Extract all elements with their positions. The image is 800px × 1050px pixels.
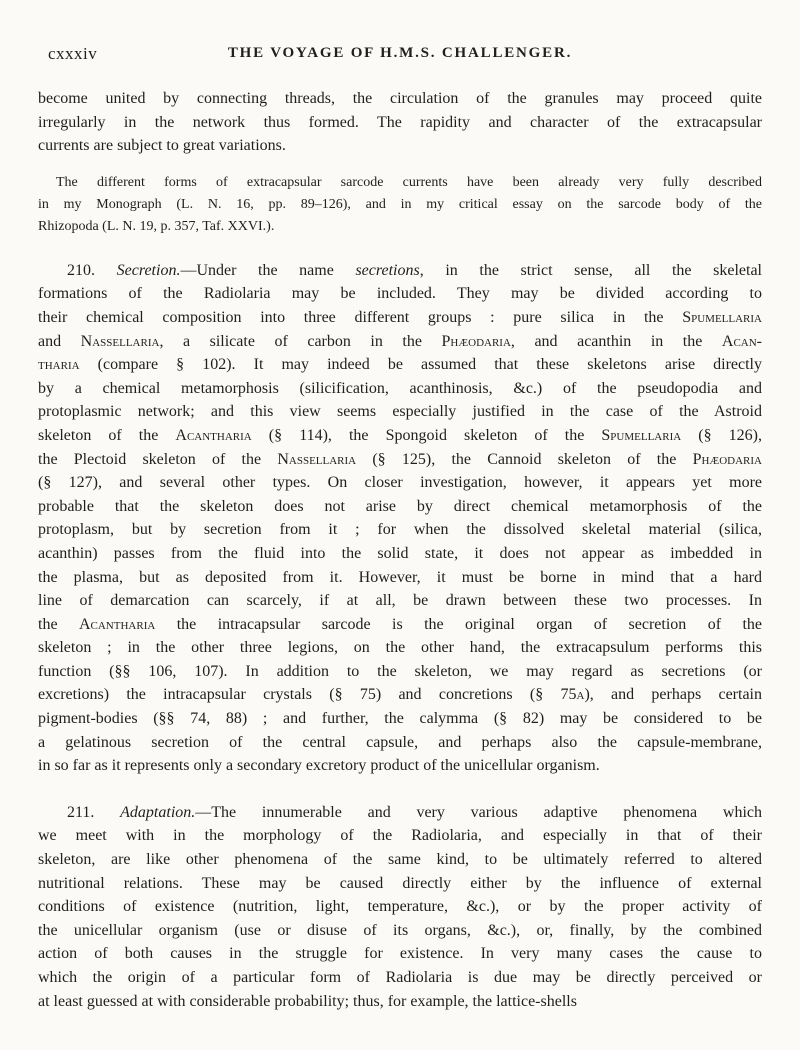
body-text: skeleton ; in the other three legions, on the other hand, the extracapsulum performs this xyxy=(38,639,762,657)
body-text: 211. xyxy=(67,803,121,821)
text-line xyxy=(38,111,762,135)
paragraph-continuation xyxy=(38,87,762,158)
text-line xyxy=(38,424,762,448)
body-text: line of demarcation can scarcely, if at all, be drawn between these two processes. In xyxy=(38,592,762,610)
body-text: function (§§ 106, 107). In addition to the skeleton, we may regard as secretions (or xyxy=(38,662,762,680)
body-text: formations of the Radiolaria may be included. They may be divided according to xyxy=(38,285,762,303)
body-text: which the origin of a particular form of Radiolaria is due may be directly perceived or xyxy=(38,969,762,986)
running-title: THE VOYAGE OF H.M.S. CHALLENGER. xyxy=(227,45,573,61)
body-text: excretions) the intracapsular crystals (§ 75) and concretions (§ 75 xyxy=(38,686,577,704)
text-line xyxy=(38,282,762,306)
smallcaps-text: a xyxy=(576,686,585,704)
body-text: 210. xyxy=(67,261,117,279)
body-text: , and acanthin in the xyxy=(510,332,722,350)
smallcaps-text: Nassellaria xyxy=(80,332,160,350)
body-text: skeleton, are like other phenomena of the same kind, to be ultimately referred to altered xyxy=(38,851,762,869)
body-text: (§ 127), and several other types. On closer investigation, however, it appears yet more xyxy=(38,474,762,492)
text-line xyxy=(38,731,762,755)
body-text: the xyxy=(38,615,79,633)
text-line xyxy=(38,330,762,354)
smallcaps-text: Phæodaria xyxy=(441,332,511,350)
body-text: , in the strict sense, all the skeletal xyxy=(419,261,763,279)
text-line xyxy=(38,636,762,660)
italic-text: Secretion. xyxy=(116,261,181,279)
body-text: the intracapsular sarcode is the original organ of secretion of the xyxy=(155,615,763,633)
body-text: at least guessed at with considerable probability; thus, for example, the lattice-shells xyxy=(38,992,577,1010)
body-text: The different forms of extracapsular sarcode currents have been already very fully described xyxy=(56,174,762,190)
text-line xyxy=(38,471,762,495)
text-line xyxy=(38,542,762,566)
italic-text: Adaptation. xyxy=(120,803,196,821)
text-line xyxy=(38,942,762,966)
text-line xyxy=(38,495,762,519)
body-text: pigment-bodies (§§ 74, 88) ; and further, the calymma (§ 82) may be considered to be xyxy=(38,710,762,728)
smallcaps-text: Acan- xyxy=(721,332,763,350)
smallcaps-text: Nassellaria xyxy=(277,450,357,468)
body-text: in my Monograph (L. N. 16, pp. 89–126), and in my critical essay on the sarcode body of the xyxy=(38,196,762,212)
body-text: (compare § 102). It may indeed be assumed that these skeletons arise directly xyxy=(79,356,762,374)
paragraph-section-210-secretion xyxy=(38,259,762,778)
paragraph-section-211-adaptation xyxy=(38,801,762,1013)
body-text: we meet with in the morphology of the Radiolaria, and especially in that of their xyxy=(38,827,762,845)
body-text: become united by connecting threads, the circulation of the granules may proceed quite xyxy=(38,90,762,107)
text-line xyxy=(38,919,762,943)
italic-text: secretions xyxy=(355,261,420,279)
text-line xyxy=(38,824,762,848)
text-line xyxy=(38,660,762,684)
smallcaps-text: Acantharia xyxy=(175,426,252,444)
text-line xyxy=(38,518,762,542)
text-line xyxy=(38,216,762,238)
body-text: nutritional relations. These may be caused directly either by the influence of external xyxy=(38,874,762,892)
body-text: their chemical composition into three different groups : pure silica in the xyxy=(38,308,683,326)
body-text: —The innumerable and very various adaptive phenomena which xyxy=(195,803,762,821)
text-line xyxy=(38,589,762,613)
text-line xyxy=(38,87,762,111)
smallcaps-text: Spumellaria xyxy=(601,426,682,444)
body-text: (§ 125), the Cannoid skeleton of the xyxy=(356,450,693,468)
text-line xyxy=(38,566,762,590)
text-line xyxy=(38,172,762,194)
text-line xyxy=(38,754,762,778)
text-line xyxy=(38,801,762,825)
text-line xyxy=(38,707,762,731)
body-text: protoplasm, but by secretion from it ; for when the dissolved skeletal material (silica, xyxy=(38,521,762,539)
body-text: (§ 126), xyxy=(681,426,762,444)
body-text: a gelatinous secretion of the central capsule, and perhaps also the capsule-membrane, xyxy=(38,733,762,751)
smallcaps-text: Spumellaria xyxy=(682,308,762,326)
text-line xyxy=(38,872,762,896)
paragraph-reference-small-print xyxy=(38,172,762,238)
text-line xyxy=(38,194,762,216)
body-text: skeleton of the xyxy=(38,426,176,444)
text-line xyxy=(38,259,762,283)
text-line xyxy=(38,134,762,158)
text-line xyxy=(38,966,762,990)
text-line xyxy=(38,683,762,707)
text-line xyxy=(38,448,762,472)
body-text: in so far as it represents only a secondary excretory product of the unicellular organism. xyxy=(38,757,600,775)
body-text: ), and perhaps certain xyxy=(584,686,762,704)
text-line xyxy=(38,848,762,872)
body-text: probable that the skeleton does not arise by direct chemical metamorphosis of the xyxy=(38,497,762,515)
body-text: , a silicate of carbon in the xyxy=(159,332,442,350)
text-line xyxy=(38,990,762,1014)
body-text: —Under the name xyxy=(180,261,356,279)
body-text: Rhizopoda (L. N. 19, p. 357, Taf. XXVI.). xyxy=(38,218,275,234)
smallcaps-text: Phæodaria xyxy=(692,450,762,468)
page-number: cxxxiv xyxy=(48,44,98,63)
text-line xyxy=(38,353,762,377)
body-text: the Plectoid skeleton of the xyxy=(38,450,278,468)
body-text: the unicellular organism (use or disuse of its organs, &c.), or, finally, by the combined xyxy=(38,921,762,939)
smallcaps-text: Acantharia xyxy=(78,615,156,633)
body-text: by a chemical metamorphosis (silicification, acanthinosis, &c.) of the pseudopodia and xyxy=(38,379,762,397)
text-line xyxy=(38,895,762,919)
text-line xyxy=(38,400,762,424)
body-text: action of both causes in the struggle for existence. In very many cases the cause to xyxy=(38,945,762,963)
page-header xyxy=(0,0,800,67)
body-text: and xyxy=(38,332,81,350)
text-block xyxy=(38,87,762,1013)
body-text: the plasma, but as deposited from it. However, it must be borne in mind that a hard xyxy=(38,568,762,586)
body-text: conditions of existence (nutrition, light, temperature, &c.), or by the proper activity of xyxy=(38,898,762,916)
body-text: acanthin) passes from the fluid into the solid state, it does not appear as imbedded in xyxy=(38,544,762,562)
text-line xyxy=(38,613,762,637)
body-text: protoplasmic network; and this view seems especially justified in the case of the Astroid xyxy=(38,403,762,421)
body-text: currents are subject to great variations. xyxy=(38,137,286,155)
body-text: irregularly in the network thus formed. The rapidity and character of the extracapsular xyxy=(38,113,762,131)
text-line xyxy=(38,306,762,330)
body-text: (§ 114), the Spongoid skeleton of the xyxy=(251,426,602,444)
text-line xyxy=(38,377,762,401)
smallcaps-text: tharia xyxy=(38,356,80,374)
